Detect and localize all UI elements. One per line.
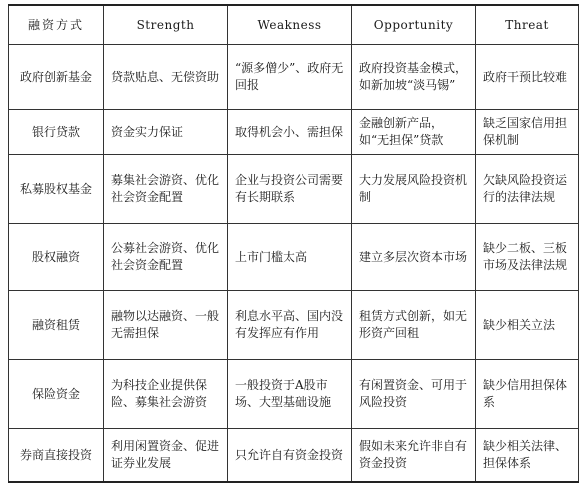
weakness-cell: 只允许自有资金投资 [228, 429, 352, 483]
row-label: 私募股权基金 [9, 155, 104, 224]
header-opportunity: Opportunity [352, 5, 476, 45]
table-row [9, 291, 579, 360]
weakness-cell: “源多僧少”、政府无回报 [228, 45, 352, 110]
threat-cell: 缺乏国家信用担保机制 [476, 110, 579, 155]
weakness-cell: 利息水平高、国内没有发挥应有作用 [228, 291, 352, 360]
table-row [9, 155, 579, 224]
row-label: 券商直接投资 [9, 429, 104, 483]
weakness-cell: 企业与投资公司需要有长期联系 [228, 155, 352, 224]
table-row [9, 429, 579, 483]
row-label: 政府创新基金 [9, 45, 104, 110]
swot-table [8, 4, 579, 483]
header-threat: Threat [476, 5, 579, 45]
opportunity-cell: 租赁方式创新，如无形资产回租 [352, 291, 476, 360]
opportunity-cell: 建立多层次资本市场 [352, 224, 476, 291]
header-row [9, 5, 579, 45]
opportunity-cell: 政府投资基金模式，如新加坡“淡马锡” [352, 45, 476, 110]
strength-cell: 利用闲置资金、促进证券业发展 [104, 429, 228, 483]
header-strength: Strength [104, 5, 228, 45]
threat-cell: 政府干预比较难 [476, 45, 579, 110]
strength-cell: 为科技企业提供保险、募集社会游资 [104, 360, 228, 429]
threat-cell: 缺少相关法律、担保体系 [476, 429, 579, 483]
threat-cell: 缺少二板、三板市场及法律法规 [476, 224, 579, 291]
weakness-cell: 取得机会小、需担保 [228, 110, 352, 155]
opportunity-cell: 大力发展风险投资机制 [352, 155, 476, 224]
strength-cell: 资金实力保证 [104, 110, 228, 155]
threat-cell: 缺少相关立法 [476, 291, 579, 360]
weakness-cell: 一般投资于A股市场、大型基础设施 [228, 360, 352, 429]
row-label: 银行贷款 [9, 110, 104, 155]
row-label: 保险资金 [9, 360, 104, 429]
opportunity-cell: 假如未来允许非自有资金投资 [352, 429, 476, 483]
strength-cell: 贷款贴息、无偿资助 [104, 45, 228, 110]
threat-cell: 欠缺风险投资运行的法律法规 [476, 155, 579, 224]
table-row [9, 110, 579, 155]
table-row [9, 360, 579, 429]
opportunity-cell: 有闲置资金、可用于风险投资 [352, 360, 476, 429]
table-row [9, 224, 579, 291]
opportunity-cell: 金融创新产品，如“无担保”贷款 [352, 110, 476, 155]
header-financing-method: 融资方式 [9, 5, 104, 45]
strength-cell: 融物以达融资、一般无需担保 [104, 291, 228, 360]
strength-cell: 募集社会游资、优化社会资金配置 [104, 155, 228, 224]
threat-cell: 缺少信用担保体系 [476, 360, 579, 429]
weakness-cell: 上市门槛太高 [228, 224, 352, 291]
row-label: 股权融资 [9, 224, 104, 291]
header-weakness: Weakness [228, 5, 352, 45]
row-label: 融资租赁 [9, 291, 104, 360]
table-row [9, 45, 579, 110]
strength-cell: 公募社会游资、优化社会资金配置 [104, 224, 228, 291]
